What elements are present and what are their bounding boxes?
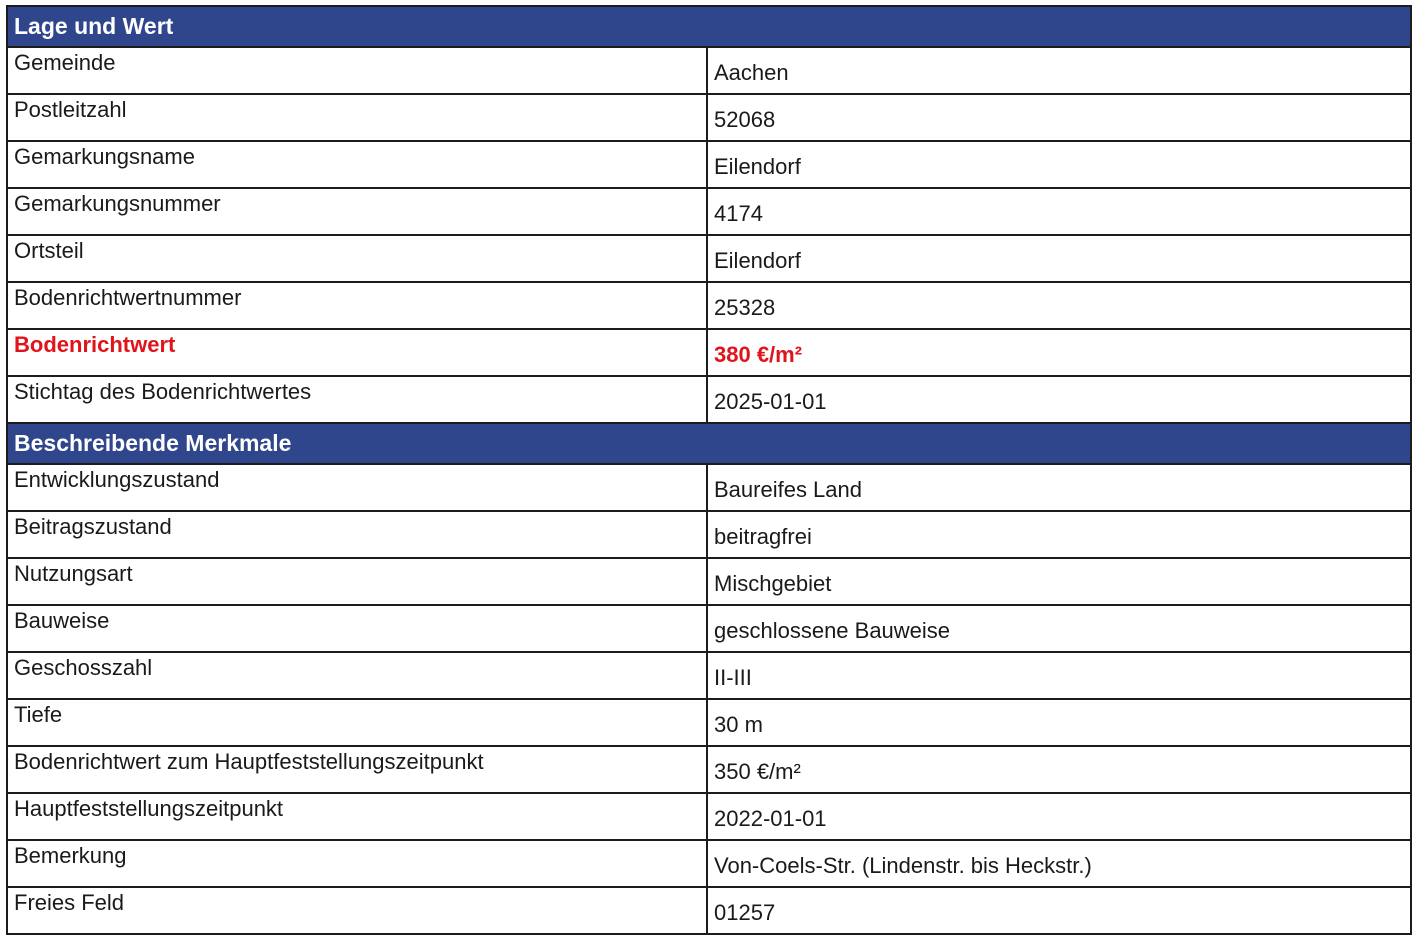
- row-label: Ortsteil: [7, 235, 707, 282]
- row-label: Gemarkungsnummer: [7, 188, 707, 235]
- table-row-ortsteil: [7, 235, 1411, 282]
- row-value: geschlossene Bauweise: [707, 605, 1411, 652]
- table-row-nutzungsart: [7, 558, 1411, 605]
- table-row-bodenrichtwertnummer: [7, 282, 1411, 329]
- row-label: Bodenrichtwert: [7, 329, 707, 376]
- table-row-entwicklungszustand: [7, 464, 1411, 511]
- row-label: Bemerkung: [7, 840, 707, 887]
- bodenrichtwert-table: [6, 5, 1412, 935]
- row-value: Mischgebiet: [707, 558, 1411, 605]
- row-label: Postleitzahl: [7, 94, 707, 141]
- row-value: 52068: [707, 94, 1411, 141]
- row-value: 30 m: [707, 699, 1411, 746]
- row-value: Von-Coels-Str. (Lindenstr. bis Heckstr.): [707, 840, 1411, 887]
- table-row-gemarkungsnummer: [7, 188, 1411, 235]
- row-label: Geschosszahl: [7, 652, 707, 699]
- row-value: beitragfrei: [707, 511, 1411, 558]
- row-value: 2025-01-01: [707, 376, 1411, 423]
- row-value: Eilendorf: [707, 141, 1411, 188]
- row-value: 2022-01-01: [707, 793, 1411, 840]
- table-row-freies-feld: [7, 887, 1411, 934]
- row-label: Stichtag des Bodenrichtwertes: [7, 376, 707, 423]
- row-label: Gemeinde: [7, 47, 707, 94]
- row-value: II-III: [707, 652, 1411, 699]
- section-header-lage-und-wert: [7, 6, 1411, 47]
- section-title: Beschreibende Merkmale: [7, 423, 1411, 464]
- row-value: 350 €/m²: [707, 746, 1411, 793]
- row-label: Freies Feld: [7, 887, 707, 934]
- row-label: Bodenrichtwertnummer: [7, 282, 707, 329]
- table-row-gemeinde: [7, 47, 1411, 94]
- row-label: Beitragszustand: [7, 511, 707, 558]
- table-row-bodenrichtwert: [7, 329, 1411, 376]
- section-title: Lage und Wert: [7, 6, 1411, 47]
- row-value: 380 €/m²: [707, 329, 1411, 376]
- table-row-bodenrichtwert-hauptfeststellung: [7, 746, 1411, 793]
- row-value: Eilendorf: [707, 235, 1411, 282]
- row-value: Aachen: [707, 47, 1411, 94]
- table-row-postleitzahl: [7, 94, 1411, 141]
- row-label: Tiefe: [7, 699, 707, 746]
- table-row-geschosszahl: [7, 652, 1411, 699]
- table-row-beitragszustand: [7, 511, 1411, 558]
- table-body: [7, 6, 1411, 934]
- table-row-stichtag: [7, 376, 1411, 423]
- row-label: Bodenrichtwert zum Hauptfeststellungszeitpunkt: [7, 746, 707, 793]
- row-value: Baureifes Land: [707, 464, 1411, 511]
- row-value: 4174: [707, 188, 1411, 235]
- table-row-hauptfeststellungszeitpunkt: [7, 793, 1411, 840]
- row-label: Hauptfeststellungszeitpunkt: [7, 793, 707, 840]
- table-row-gemarkungsname: [7, 141, 1411, 188]
- row-label: Bauweise: [7, 605, 707, 652]
- row-label: Entwicklungszustand: [7, 464, 707, 511]
- row-value: 01257: [707, 887, 1411, 934]
- table-row-bauweise: [7, 605, 1411, 652]
- bodenrichtwert-sheet: [6, 5, 1410, 935]
- row-label: Nutzungsart: [7, 558, 707, 605]
- table-row-tiefe: [7, 699, 1411, 746]
- section-header-beschreibende-merkmale: [7, 423, 1411, 464]
- table-row-bemerkung: [7, 840, 1411, 887]
- row-label: Gemarkungsname: [7, 141, 707, 188]
- row-value: 25328: [707, 282, 1411, 329]
